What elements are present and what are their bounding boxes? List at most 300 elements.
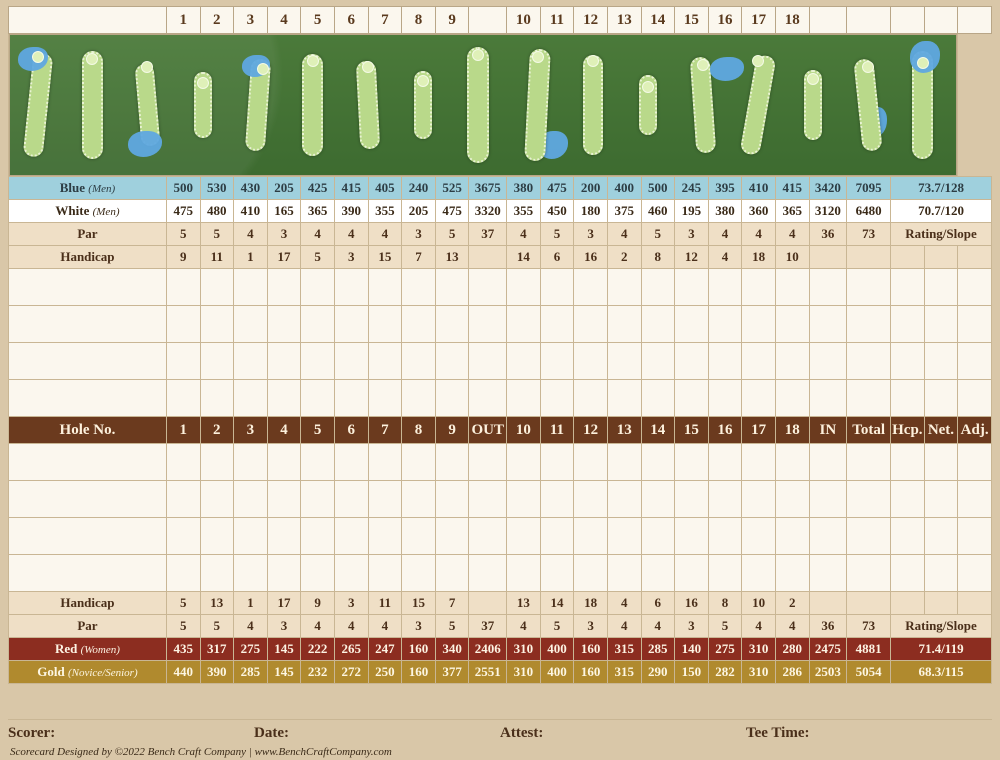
- score-cell[interactable]: [708, 306, 742, 343]
- score-cell[interactable]: [641, 306, 675, 343]
- score-cell[interactable]: [742, 555, 776, 592]
- score-cell[interactable]: [301, 444, 335, 481]
- gold-total: 5054: [847, 661, 891, 684]
- blue-h7: 405: [368, 177, 402, 200]
- score-cell[interactable]: [675, 269, 709, 306]
- score-cell[interactable]: [234, 555, 268, 592]
- date-field[interactable]: Date:: [254, 725, 289, 741]
- score-cell[interactable]: [435, 518, 469, 555]
- score-cell-total[interactable]: [847, 481, 891, 518]
- score-cell-in[interactable]: [809, 269, 847, 306]
- tee-name-white: White: [55, 203, 90, 218]
- attest-field[interactable]: Attest:: [500, 725, 544, 741]
- score-cell[interactable]: [267, 481, 301, 518]
- score-cell[interactable]: [267, 380, 301, 417]
- player-name-cell[interactable]: [9, 481, 167, 518]
- tee-time-field[interactable]: Tee Time:: [746, 725, 810, 741]
- score-cell-in[interactable]: [809, 380, 847, 417]
- score-cell[interactable]: [607, 518, 641, 555]
- score-cell[interactable]: [540, 306, 574, 343]
- par-bot-h6: 4: [334, 615, 368, 638]
- score-cell-out[interactable]: [469, 343, 507, 380]
- player-name-cell[interactable]: [9, 444, 167, 481]
- blue-h5: 425: [301, 177, 335, 200]
- score-cell[interactable]: [641, 444, 675, 481]
- score-cell-in[interactable]: [809, 306, 847, 343]
- score-cell-net[interactable]: [924, 555, 958, 592]
- hcp-top-h8: 7: [402, 246, 436, 269]
- player-row-top-4[interactable]: [9, 380, 992, 417]
- score-cell[interactable]: [368, 481, 402, 518]
- score-cell[interactable]: [708, 444, 742, 481]
- score-cell[interactable]: [708, 380, 742, 417]
- row-handicap-top: [9, 246, 992, 269]
- score-cell[interactable]: [435, 269, 469, 306]
- score-cell[interactable]: [675, 518, 709, 555]
- score-cell[interactable]: [368, 444, 402, 481]
- score-cell[interactable]: [267, 343, 301, 380]
- score-cell-total[interactable]: [847, 444, 891, 481]
- hole-header-12: 12: [574, 7, 608, 34]
- score-cell[interactable]: [334, 306, 368, 343]
- scorer-field[interactable]: Scorer:: [8, 725, 56, 741]
- score-cell[interactable]: [234, 481, 268, 518]
- white-h16: 380: [708, 200, 742, 223]
- player-row-bottom-4[interactable]: [9, 555, 992, 592]
- score-cell-adj[interactable]: [958, 343, 992, 380]
- score-cell[interactable]: [641, 380, 675, 417]
- score-cell-net[interactable]: [924, 380, 958, 417]
- score-cell[interactable]: [775, 444, 809, 481]
- score-cell[interactable]: [675, 555, 709, 592]
- hcp-bot-h7: 11: [368, 592, 402, 615]
- par-bot-h15: 3: [675, 615, 709, 638]
- blue-out: 3675: [469, 177, 507, 200]
- score-cell[interactable]: [540, 555, 574, 592]
- hole-header-15: 15: [675, 7, 709, 34]
- player-row-top-2[interactable]: [9, 306, 992, 343]
- blue-h3: 430: [234, 177, 268, 200]
- score-cell[interactable]: [402, 555, 436, 592]
- red-h15: 140: [675, 638, 709, 661]
- hcp-top-h14: 8: [641, 246, 675, 269]
- score-cell[interactable]: [200, 518, 234, 555]
- white-h15: 195: [675, 200, 709, 223]
- score-cell[interactable]: [708, 481, 742, 518]
- score-cell[interactable]: [301, 380, 335, 417]
- par-bot-h14: 4: [641, 615, 675, 638]
- score-cell[interactable]: [507, 380, 541, 417]
- score-cell[interactable]: [641, 343, 675, 380]
- hole-no-12: 12: [574, 417, 608, 444]
- score-cell-hcp[interactable]: [891, 343, 925, 380]
- score-cell[interactable]: [267, 518, 301, 555]
- blue-h16: 395: [708, 177, 742, 200]
- score-cell[interactable]: [301, 269, 335, 306]
- score-cell[interactable]: [507, 306, 541, 343]
- score-cell[interactable]: [166, 269, 200, 306]
- score-cell[interactable]: [775, 555, 809, 592]
- hole-no-13: 13: [607, 417, 641, 444]
- hole-no-15: 15: [675, 417, 709, 444]
- score-cell-adj[interactable]: [958, 481, 992, 518]
- hole-header-9: 9: [435, 7, 469, 34]
- score-cell[interactable]: [675, 306, 709, 343]
- score-cell-out[interactable]: [469, 481, 507, 518]
- score-cell[interactable]: [742, 380, 776, 417]
- score-cell[interactable]: [675, 343, 709, 380]
- par-bot-h10: 4: [507, 615, 541, 638]
- white-h4: 165: [267, 200, 301, 223]
- hole-no-5: 5: [301, 417, 335, 444]
- score-cell-total[interactable]: [847, 380, 891, 417]
- score-cell[interactable]: [742, 269, 776, 306]
- score-cell[interactable]: [574, 555, 608, 592]
- white-h11: 450: [540, 200, 574, 223]
- score-cell[interactable]: [402, 269, 436, 306]
- score-cell[interactable]: [267, 444, 301, 481]
- score-cell[interactable]: [540, 380, 574, 417]
- score-cell[interactable]: [166, 481, 200, 518]
- score-cell[interactable]: [234, 518, 268, 555]
- score-cell[interactable]: [435, 481, 469, 518]
- par-top-h7: 4: [368, 223, 402, 246]
- score-cell-hcp[interactable]: [891, 444, 925, 481]
- score-cell[interactable]: [775, 518, 809, 555]
- score-cell[interactable]: [267, 306, 301, 343]
- score-cell-adj[interactable]: [958, 306, 992, 343]
- hcp-top-net: [924, 246, 958, 269]
- blue-h11: 475: [540, 177, 574, 200]
- row-par-bottom: [9, 615, 992, 638]
- red-h8: 160: [402, 638, 436, 661]
- score-cell[interactable]: [368, 380, 402, 417]
- score-cell[interactable]: [574, 481, 608, 518]
- hcp-bot-h3: 1: [234, 592, 268, 615]
- score-cell[interactable]: [334, 269, 368, 306]
- score-cell[interactable]: [507, 444, 541, 481]
- score-cell-net[interactable]: [924, 481, 958, 518]
- white-h12: 180: [574, 200, 608, 223]
- score-cell[interactable]: [435, 380, 469, 417]
- score-cell-hcp[interactable]: [891, 269, 925, 306]
- red-h17: 310: [742, 638, 776, 661]
- score-cell[interactable]: [742, 444, 776, 481]
- score-cell[interactable]: [402, 444, 436, 481]
- score-cell[interactable]: [675, 444, 709, 481]
- score-cell[interactable]: [334, 518, 368, 555]
- score-cell[interactable]: [368, 269, 402, 306]
- score-cell[interactable]: [507, 518, 541, 555]
- score-cell[interactable]: [402, 306, 436, 343]
- score-cell[interactable]: [641, 481, 675, 518]
- score-cell[interactable]: [334, 444, 368, 481]
- par-top-h2: 5: [200, 223, 234, 246]
- player-name-cell[interactable]: [9, 269, 167, 306]
- score-cell-net[interactable]: [924, 306, 958, 343]
- score-cell[interactable]: [166, 343, 200, 380]
- score-cell[interactable]: [742, 481, 776, 518]
- score-cell[interactable]: [200, 444, 234, 481]
- score-cell[interactable]: [368, 343, 402, 380]
- white-in: 3120: [809, 200, 847, 223]
- score-cell[interactable]: [742, 343, 776, 380]
- hcp-top-h15: 12: [675, 246, 709, 269]
- red-h4: 145: [267, 638, 301, 661]
- score-cell[interactable]: [368, 555, 402, 592]
- white-h14: 460: [641, 200, 675, 223]
- score-cell[interactable]: [166, 518, 200, 555]
- score-cell[interactable]: [574, 518, 608, 555]
- score-cell[interactable]: [402, 518, 436, 555]
- score-cell[interactable]: [200, 380, 234, 417]
- hcp-bot-adj: [958, 592, 992, 615]
- hole-no-out: OUT: [469, 417, 507, 444]
- score-cell-net[interactable]: [924, 518, 958, 555]
- par-top-h3: 4: [234, 223, 268, 246]
- score-cell-hcp[interactable]: [891, 481, 925, 518]
- player-row-bottom-1[interactable]: [9, 444, 992, 481]
- row-white-tees: [9, 200, 992, 223]
- score-cell[interactable]: [234, 444, 268, 481]
- player-name-cell[interactable]: [9, 380, 167, 417]
- score-cell[interactable]: [540, 343, 574, 380]
- score-cell[interactable]: [301, 481, 335, 518]
- score-cell[interactable]: [334, 555, 368, 592]
- score-cell[interactable]: [334, 481, 368, 518]
- score-cell-adj[interactable]: [958, 518, 992, 555]
- hcp-bot-h6: 3: [334, 592, 368, 615]
- score-cell[interactable]: [607, 343, 641, 380]
- par-top-out: 37: [469, 223, 507, 246]
- score-cell[interactable]: [574, 306, 608, 343]
- score-cell[interactable]: [675, 380, 709, 417]
- score-cell-in[interactable]: [809, 343, 847, 380]
- score-cell[interactable]: [742, 306, 776, 343]
- player-name-cell[interactable]: [9, 306, 167, 343]
- score-cell[interactable]: [435, 444, 469, 481]
- par-top-h9: 5: [435, 223, 469, 246]
- score-cell-out[interactable]: [469, 306, 507, 343]
- score-cell-in[interactable]: [809, 518, 847, 555]
- score-cell[interactable]: [200, 269, 234, 306]
- hole-no-adj: Adj.: [958, 417, 992, 444]
- score-cell-adj[interactable]: [958, 380, 992, 417]
- score-cell-out[interactable]: [469, 444, 507, 481]
- player-row-bottom-3[interactable]: [9, 518, 992, 555]
- red-out: 2406: [469, 638, 507, 661]
- score-cell[interactable]: [368, 306, 402, 343]
- gold-h13: 315: [607, 661, 641, 684]
- score-cell[interactable]: [507, 481, 541, 518]
- hcp-top-h11: 6: [540, 246, 574, 269]
- hole-no-net: Net.: [924, 417, 958, 444]
- hcp-top-hcp: [891, 246, 925, 269]
- score-cell-hcp[interactable]: [891, 306, 925, 343]
- blue-total: 7095: [847, 177, 891, 200]
- score-cell[interactable]: [574, 269, 608, 306]
- score-cell[interactable]: [435, 555, 469, 592]
- par-top-h10: 4: [507, 223, 541, 246]
- tee-name-blue: Blue: [59, 180, 86, 195]
- score-cell[interactable]: [200, 481, 234, 518]
- par-bot-h9: 5: [435, 615, 469, 638]
- score-cell[interactable]: [607, 555, 641, 592]
- score-cell[interactable]: [166, 380, 200, 417]
- par-bot-h18: 4: [775, 615, 809, 638]
- score-cell[interactable]: [435, 306, 469, 343]
- score-cell[interactable]: [200, 555, 234, 592]
- row-label-par-top: Par: [9, 223, 167, 246]
- player-name-cell[interactable]: [9, 555, 167, 592]
- score-cell[interactable]: [402, 481, 436, 518]
- score-cell[interactable]: [540, 481, 574, 518]
- score-cell-net[interactable]: [924, 444, 958, 481]
- red-h2: 317: [200, 638, 234, 661]
- hole-header-10: 10: [507, 7, 541, 34]
- score-cell[interactable]: [607, 444, 641, 481]
- hcp-top-h17: 18: [742, 246, 776, 269]
- score-cell-out[interactable]: [469, 555, 507, 592]
- score-cell[interactable]: [200, 306, 234, 343]
- score-cell[interactable]: [200, 343, 234, 380]
- score-cell[interactable]: [402, 343, 436, 380]
- score-cell[interactable]: [301, 306, 335, 343]
- score-cell[interactable]: [540, 444, 574, 481]
- score-cell-total[interactable]: [847, 555, 891, 592]
- score-cell[interactable]: [301, 518, 335, 555]
- score-cell[interactable]: [641, 269, 675, 306]
- score-cell[interactable]: [708, 269, 742, 306]
- score-cell[interactable]: [775, 306, 809, 343]
- hcp-top-h16: 4: [708, 246, 742, 269]
- score-cell[interactable]: [234, 306, 268, 343]
- par-bot-h3: 4: [234, 615, 268, 638]
- score-cell[interactable]: [234, 343, 268, 380]
- score-cell[interactable]: [607, 481, 641, 518]
- player-row-top-3[interactable]: [9, 343, 992, 380]
- score-cell[interactable]: [742, 518, 776, 555]
- gold-h10: 310: [507, 661, 541, 684]
- score-cell[interactable]: [166, 444, 200, 481]
- gold-h15: 150: [675, 661, 709, 684]
- score-cell[interactable]: [166, 306, 200, 343]
- score-cell[interactable]: [166, 555, 200, 592]
- score-cell-out[interactable]: [469, 518, 507, 555]
- score-cell[interactable]: [507, 555, 541, 592]
- score-cell[interactable]: [775, 481, 809, 518]
- score-cell[interactable]: [234, 269, 268, 306]
- score-cell-total[interactable]: [847, 343, 891, 380]
- score-cell[interactable]: [775, 269, 809, 306]
- red-h5: 222: [301, 638, 335, 661]
- score-cell[interactable]: [775, 380, 809, 417]
- score-cell[interactable]: [435, 343, 469, 380]
- score-cell[interactable]: [507, 269, 541, 306]
- score-cell[interactable]: [540, 269, 574, 306]
- hcp-top-out: [469, 246, 507, 269]
- hcp-top-h1: 9: [166, 246, 200, 269]
- score-cell[interactable]: [234, 380, 268, 417]
- score-cell-in[interactable]: [809, 444, 847, 481]
- score-cell[interactable]: [267, 555, 301, 592]
- score-cell-adj[interactable]: [958, 555, 992, 592]
- score-cell[interactable]: [574, 380, 608, 417]
- score-cell-hcp[interactable]: [891, 555, 925, 592]
- hole-header-net-spacer: [924, 7, 958, 34]
- hcp-bot-h5: 9: [301, 592, 335, 615]
- score-cell[interactable]: [641, 518, 675, 555]
- score-cell-total[interactable]: [847, 306, 891, 343]
- score-cell[interactable]: [334, 380, 368, 417]
- white-rating-slope: 70.7/120: [891, 200, 992, 223]
- score-cell[interactable]: [607, 269, 641, 306]
- score-cell[interactable]: [507, 343, 541, 380]
- score-cell-adj[interactable]: [958, 444, 992, 481]
- score-cell[interactable]: [368, 518, 402, 555]
- score-cell[interactable]: [708, 343, 742, 380]
- score-cell-total[interactable]: [847, 269, 891, 306]
- score-cell-hcp[interactable]: [891, 518, 925, 555]
- score-cell[interactable]: [708, 555, 742, 592]
- score-cell-in[interactable]: [809, 555, 847, 592]
- score-cell[interactable]: [267, 269, 301, 306]
- player-name-cell[interactable]: [9, 343, 167, 380]
- score-cell[interactable]: [402, 380, 436, 417]
- score-cell[interactable]: [301, 555, 335, 592]
- player-name-cell[interactable]: [9, 518, 167, 555]
- par-top-h17: 4: [742, 223, 776, 246]
- hcp-top-h6: 3: [334, 246, 368, 269]
- score-cell[interactable]: [641, 555, 675, 592]
- score-cell[interactable]: [607, 306, 641, 343]
- hole-no-14: 14: [641, 417, 675, 444]
- score-cell[interactable]: [334, 343, 368, 380]
- score-cell-adj[interactable]: [958, 269, 992, 306]
- score-cell-hcp[interactable]: [891, 380, 925, 417]
- white-h18: 365: [775, 200, 809, 223]
- score-cell-total[interactable]: [847, 518, 891, 555]
- score-cell-out[interactable]: [469, 380, 507, 417]
- par-top-h6: 4: [334, 223, 368, 246]
- gold-h4: 145: [267, 661, 301, 684]
- hcp-top-total: [847, 246, 891, 269]
- score-cell[interactable]: [574, 343, 608, 380]
- row-label-gold: [9, 661, 167, 684]
- par-bot-h2: 5: [200, 615, 234, 638]
- score-cell-in[interactable]: [809, 481, 847, 518]
- hcp-bot-total: [847, 592, 891, 615]
- score-cell-net[interactable]: [924, 269, 958, 306]
- score-cell-net[interactable]: [924, 343, 958, 380]
- rating-slope-header-top: Rating/Slope: [891, 223, 992, 246]
- score-cell-out[interactable]: [469, 269, 507, 306]
- score-cell[interactable]: [607, 380, 641, 417]
- score-cell[interactable]: [708, 518, 742, 555]
- par-bot-h17: 4: [742, 615, 776, 638]
- score-cell[interactable]: [301, 343, 335, 380]
- score-cell[interactable]: [675, 481, 709, 518]
- row-hole-no-header: [9, 417, 992, 444]
- score-cell[interactable]: [540, 518, 574, 555]
- hcp-bot-in: [809, 592, 847, 615]
- hole-number-header-row: [9, 7, 992, 34]
- player-row-top-1[interactable]: [9, 269, 992, 306]
- score-cell[interactable]: [574, 444, 608, 481]
- score-cell[interactable]: [775, 343, 809, 380]
- player-row-bottom-2[interactable]: [9, 481, 992, 518]
- red-in: 2475: [809, 638, 847, 661]
